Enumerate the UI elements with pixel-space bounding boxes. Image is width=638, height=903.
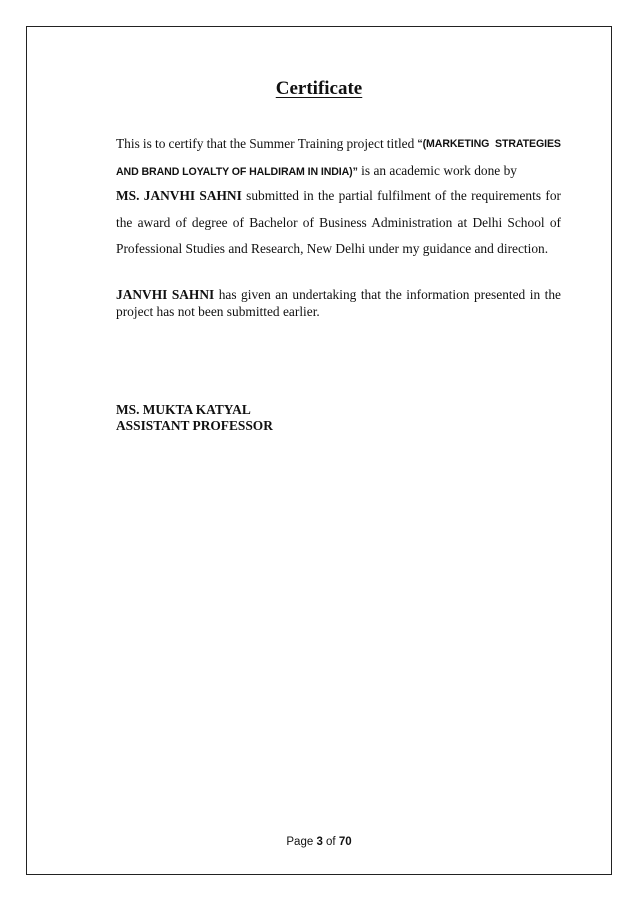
page-total: 70 <box>338 836 352 848</box>
project-title-part2: AND BRAND LOYALTY OF HALDIRAM IN INDIA)” <box>116 165 358 178</box>
word: is <box>142 136 152 151</box>
certificate-title: Certificate <box>275 78 363 99</box>
project-title-part1: “(MARKETING STRATEGIES <box>417 138 561 150</box>
word: certify <box>168 136 204 151</box>
certificate-paragraph-project <box>116 131 561 185</box>
word: the <box>229 136 247 151</box>
word: titled <box>386 136 415 151</box>
word: project <box>346 136 384 151</box>
signatory-designation: ASSISTANT PROFESSOR <box>116 417 273 433</box>
paragraph-first-line <box>116 131 561 158</box>
page-label: Page <box>286 836 317 848</box>
submission-text: submitted in the partial fulfilment of the requirements for the award of degree of Bachelor of Business Administration at Delhi School of Professional Studies and Research, New Delhi under my guidance and direction. <box>116 188 561 256</box>
undertaking-text: has given an undertaking that the information presented in the project has not been submitted earlier. <box>116 287 561 319</box>
page-of-label: of <box>322 836 339 848</box>
paragraph-suffix: is an academic work done by <box>357 162 517 178</box>
word: Training <box>297 136 344 151</box>
page-current: 3 <box>316 836 323 848</box>
certificate-paragraph-submission <box>116 183 561 263</box>
signatory-block <box>116 402 561 433</box>
certificate-paragraph-undertaking <box>116 286 561 320</box>
student-name: MS. JANVHI SAHNI <box>116 188 242 203</box>
paragraph-second-line <box>116 158 561 186</box>
word: This <box>116 136 140 151</box>
word: that <box>206 136 227 151</box>
signatory-name: MS. MUKTA KATYAL <box>116 402 251 417</box>
student-name: JANVHI SAHNI <box>116 287 215 302</box>
page-footer <box>0 836 638 848</box>
word: Summer <box>249 136 295 151</box>
word: to <box>154 136 166 151</box>
